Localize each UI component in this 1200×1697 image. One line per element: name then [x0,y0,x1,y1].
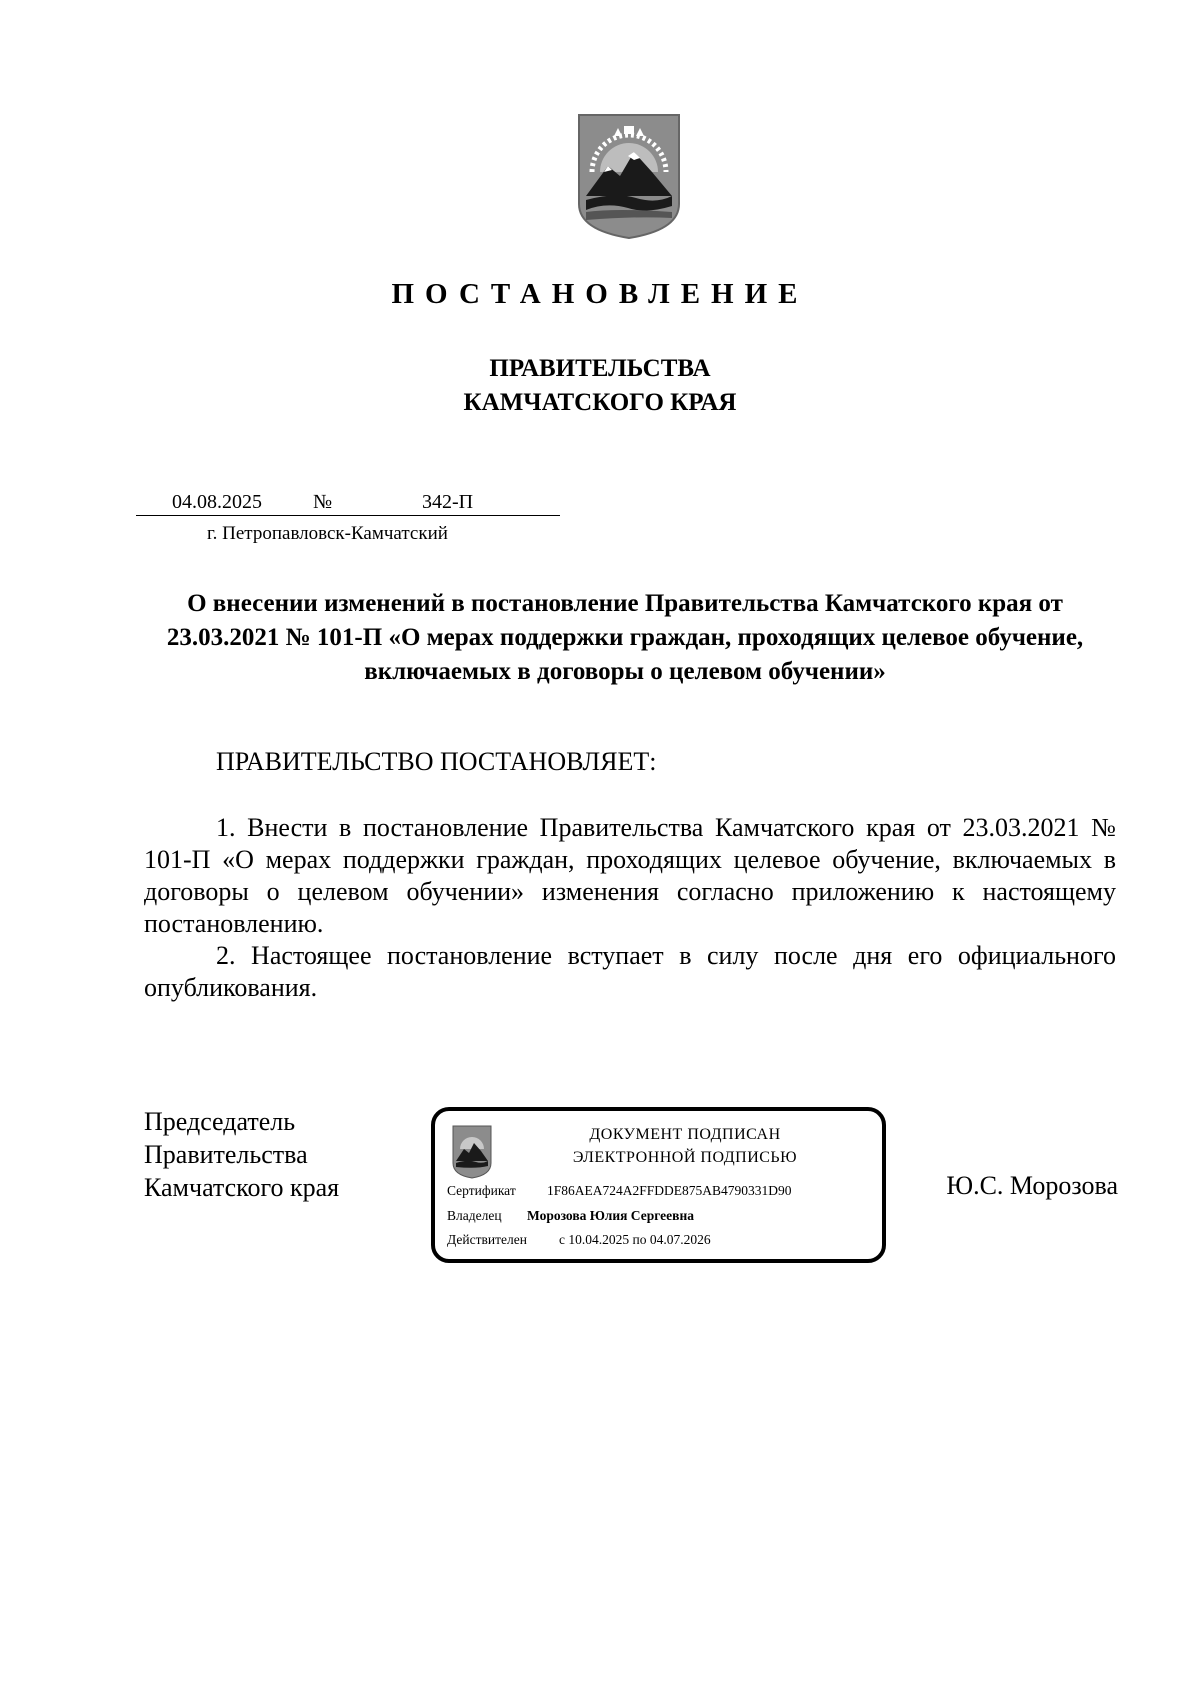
issuing-body-line2: КАМЧАТСКОГО КРАЯ [463,389,737,416]
stamp-validity-row [447,1232,711,1248]
issuing-body [0,352,1200,420]
stamp-heading [505,1123,865,1169]
registration-line [136,491,560,516]
signatory-position [144,1105,339,1204]
body-item-2: 2. Настоящее постановление вступает в силу после дня его официального опубликования. [144,941,1116,1002]
stamp-owner-row [447,1208,694,1224]
signatory-name: Ю.С. Морозова [946,1171,1118,1200]
validity-label: Действителен [447,1232,527,1247]
coat-of-arms-icon [576,112,682,240]
stamp-heading-line1: ДОКУМЕНТ ПОДПИСАН [589,1126,781,1143]
certificate-label: Сертификат [447,1183,516,1198]
document-date: 04.08.2025 [172,491,262,513]
document-number: 342-П [422,491,474,513]
certificate-value: 1F86AEA724A2FFDDE875AB4790331D90 [547,1183,792,1198]
stamp-heading-line2: ЭЛЕКТРОННОЙ ПОДПИСЬЮ [572,1149,798,1166]
body-item-1: 1. Внести в постановление Правительства Камчатского края от 23.03.2021 № 101-П «О мерах поддержки граждан, проходящих целевое обучение, включаемых в договоры о целевом обучении» изменения согласно приложению к настоящему постановлению. [144,813,1116,938]
stamp-emblem-icon [452,1125,492,1179]
decree-heading: ПРАВИТЕЛЬСТВО ПОСТАНОВЛЯЕТ: [216,747,657,776]
position-line2: Правительства [144,1140,308,1169]
issue-city: г. Петропавловск-Камчатский [207,523,448,544]
owner-value: Морозова Юлия Сергеевна [527,1208,694,1223]
document-body [144,812,1116,1004]
position-line3: Камчатского края [144,1173,340,1202]
number-sign: № [313,491,333,513]
electronic-signature-stamp [431,1107,886,1263]
document-title: ПОСТАНОВЛЕНИЕ [391,278,809,310]
issuing-body-line1: ПРАВИТЕЛЬСТВА [489,355,711,382]
position-line1: Председатель [144,1107,296,1136]
owner-label: Владелец [447,1208,502,1223]
stamp-certificate-row [447,1183,792,1199]
validity-value: с 10.04.2025 по 04.07.2026 [559,1232,711,1247]
document-subject: О внесении изменений в постановление Правительства Камчатского края от 23.03.2021 № 101-П «О мерах поддержки граждан, проходящих целевое обучение, включаемых в договоры о целевом обучении» [166,590,1084,685]
